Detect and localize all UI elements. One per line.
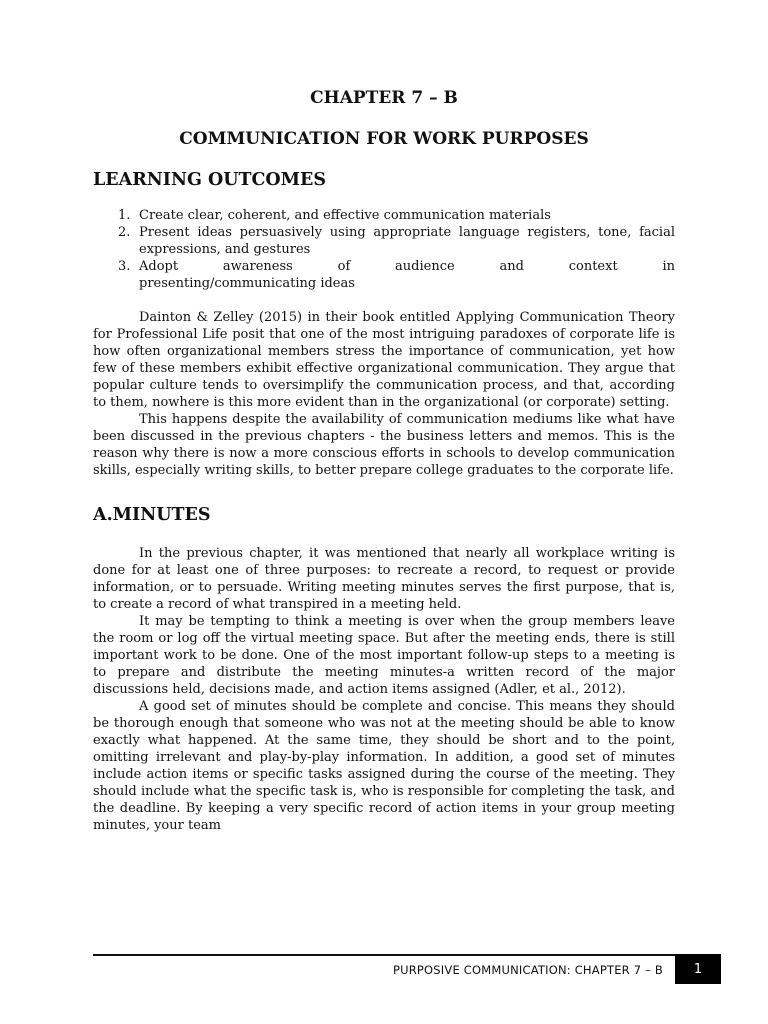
learning-outcomes-heading: LEARNING OUTCOMES <box>93 170 327 190</box>
minutes-paragraph: A good set of minutes should be complete and concise. This means they should be thorough enough that someone who was not at the meeting should be able to know exactly what happened. At the same time, they should be short and to the point, omitting irrelevant and play-by-play information. In addition, a good set of minutes include action items or specific tasks assigned during the course of the meeting. They should include what the specific task is, who is responsible for completing the task, and the deadline. By keeping a very specific record of action items in your group meeting minutes, your team <box>93 699 675 833</box>
minutes-heading: A.MINUTES <box>93 505 211 525</box>
footer-running-title: PURPOSIVE COMMUNICATION: CHAPTER 7 – B <box>392 963 663 977</box>
list-item-number: 2. <box>118 225 131 240</box>
list-item <box>93 224 675 258</box>
list-item-text-line1: Adopt awareness of audience and context in <box>139 259 675 274</box>
page-number-badge <box>675 954 721 984</box>
list-item <box>93 207 675 224</box>
intro-paragraph: This happens despite the availability of communication mediums like what have been discussed in the previous chapters - the business letters and memos. This is the reason why there is now a more conscious efforts in schools to develop communication skills, especially writing skills, to better prepare college graduates to the corporate life. <box>93 412 675 478</box>
list-item-text: Create clear, coherent, and effective communication materials <box>139 208 551 223</box>
minutes-paragraph: In the previous chapter, it was mentioned that nearly all workplace writing is done for at least one of three purposes: to recreate a record, to request or provide information, or to persuade. Writing meeting minutes serves the first purpose, that is, to create a record of what transpired in a meeting held. <box>93 546 675 612</box>
page-content <box>93 86 675 834</box>
list-item-text: Present ideas persuasively using appropriate language registers, tone, facial expressions, and gestures <box>139 225 675 257</box>
list-item-text-line2: presenting/communicating ideas <box>139 276 355 291</box>
page-number: 1 <box>693 961 703 977</box>
chapter-subtitle: COMMUNICATION FOR WORK PURPOSES <box>179 129 589 149</box>
learning-outcomes-list <box>93 207 675 292</box>
chapter-title: CHAPTER 7 – B <box>310 88 458 108</box>
list-item <box>93 258 675 292</box>
intro-paragraph: Dainton & Zelley (2015) in their book entitled Applying Communication Theory for Professional Life posit that one of the most intriguing paradoxes of corporate life is how often organizational members stress the importance of communication, yet how few of these members exhibit effective organizational communication. They argue that popular culture tends to oversimplify the communication process, and that, according to them, nowhere is this more evident than in the organizational (or corporate) setting. <box>93 310 675 410</box>
list-item-number: 3. <box>118 259 131 274</box>
list-item-number: 1. <box>118 208 131 223</box>
minutes-paragraph: It may be tempting to think a meeting is over when the group members leave the room or log off the virtual meeting space. But after the meeting ends, there is still important work to be done. One of the most important follow-up steps to a meeting is to prepare and distribute the meeting minutes-a written record of the major discussions held, decisions made, and action items assigned (Adler, et al., 2012). <box>93 614 675 697</box>
footer-divider <box>93 954 675 956</box>
